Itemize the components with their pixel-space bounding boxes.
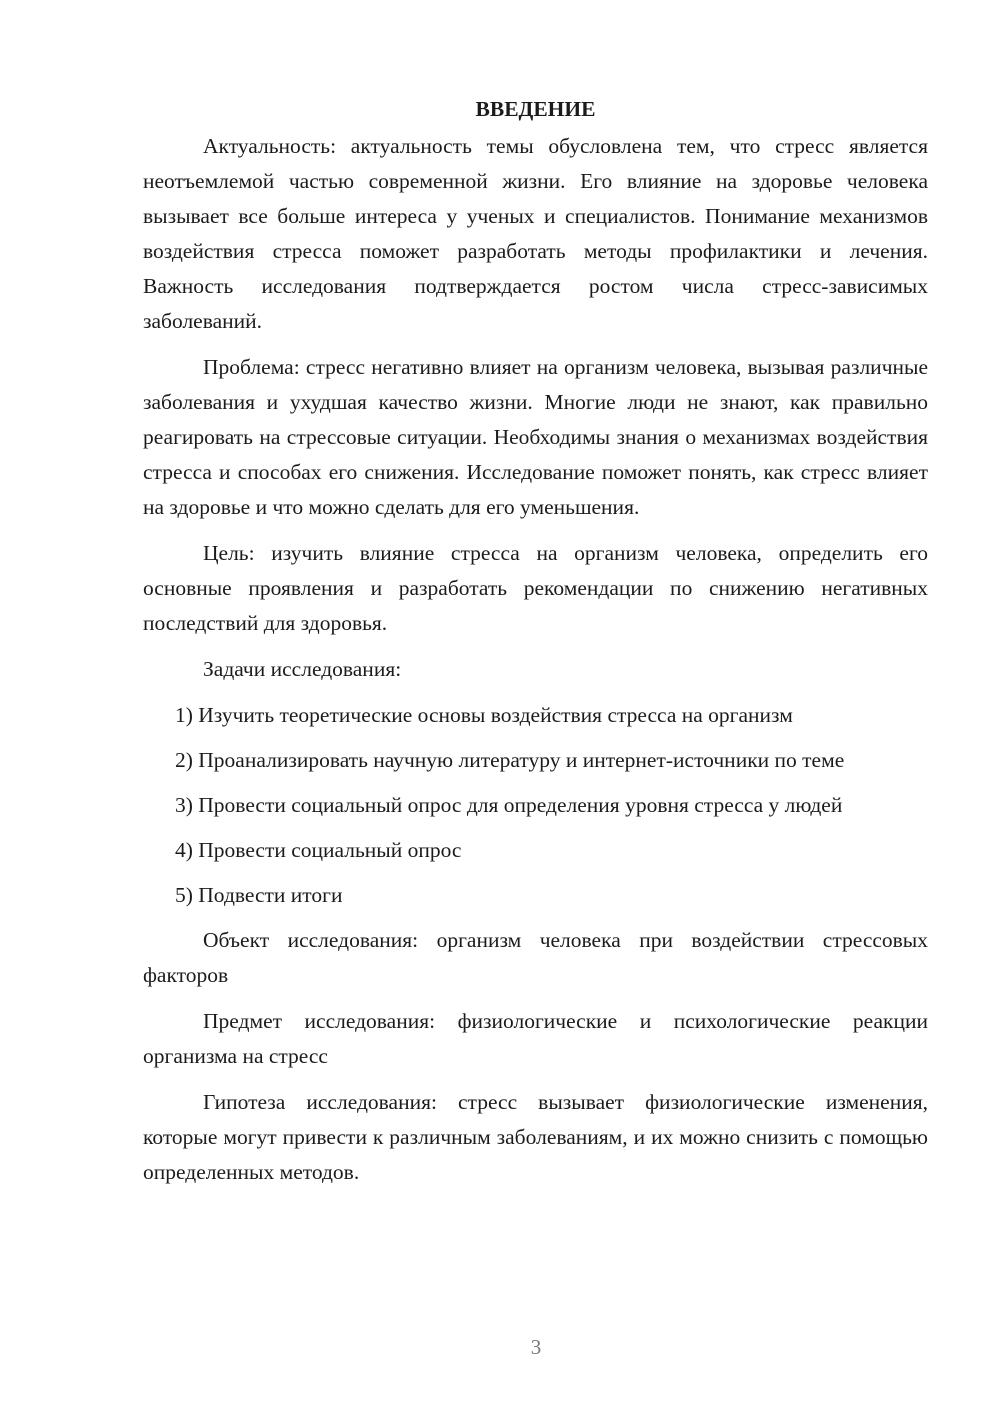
task-item-1: 1) Изучить теоретические основы воздействия стресса на организм: [175, 703, 793, 727]
object-paragraph: Объект исследования: организм человека при воздействии стрессовых факторов: [143, 928, 928, 987]
tasks-heading: Задачи исследования:: [203, 657, 402, 681]
goal-paragraph: Цель: изучить влияние стресса на организм человека, определить его основные проявления и разработать рекомендации по снижению негативных последствий для здоровья.: [143, 541, 928, 635]
subject-paragraph: Предмет исследования: физиологические и психологические реакции организма на стресс: [143, 1009, 928, 1068]
page-number: 3: [530, 1335, 542, 1359]
task-item-5: 5) Подвести итоги: [175, 883, 343, 907]
relevance-paragraph: Актуальность: актуальность темы обусловлена тем, что стресс является неотъемлемой частью современной жизни. Его влияние на здоровье человека вызывает все больше интереса у ученых и специалистов. Понимание механизмов воздействия стресса поможет разработать методы профилактики и лечения. Важность исследования подтверждается ростом числа стресс-зависимых заболеваний.: [143, 134, 928, 333]
section-title: ВВЕДЕНИЕ: [475, 97, 596, 121]
task-item-2: 2) Проанализировать научную литературу и интернет-источники по теме: [175, 748, 845, 772]
task-item-4: 4) Провести социальный опрос: [175, 838, 462, 862]
page-content: [143, 92, 928, 1201]
problem-paragraph: Проблема: стресс негативно влияет на организм человека, вызывая различные заболевания и ухудшая качество жизни. Многие люди не знают, как правильно реагировать на стрессовые ситуации. Необходимы знания о механизмах воздействия стресса и способах его снижения. Исследование поможет понять, как стресс влияет на здоровье и что можно сделать для его уменьшения.: [143, 355, 928, 519]
task-item-3: 3) Провести социальный опрос для определения уровня стресса у людей: [175, 793, 843, 817]
hypothesis-paragraph: Гипотеза исследования: стресс вызывает физиологические изменения, которые могут привести к различным заболеваниям, и их можно снизить с помощью определенных методов.: [143, 1090, 928, 1184]
